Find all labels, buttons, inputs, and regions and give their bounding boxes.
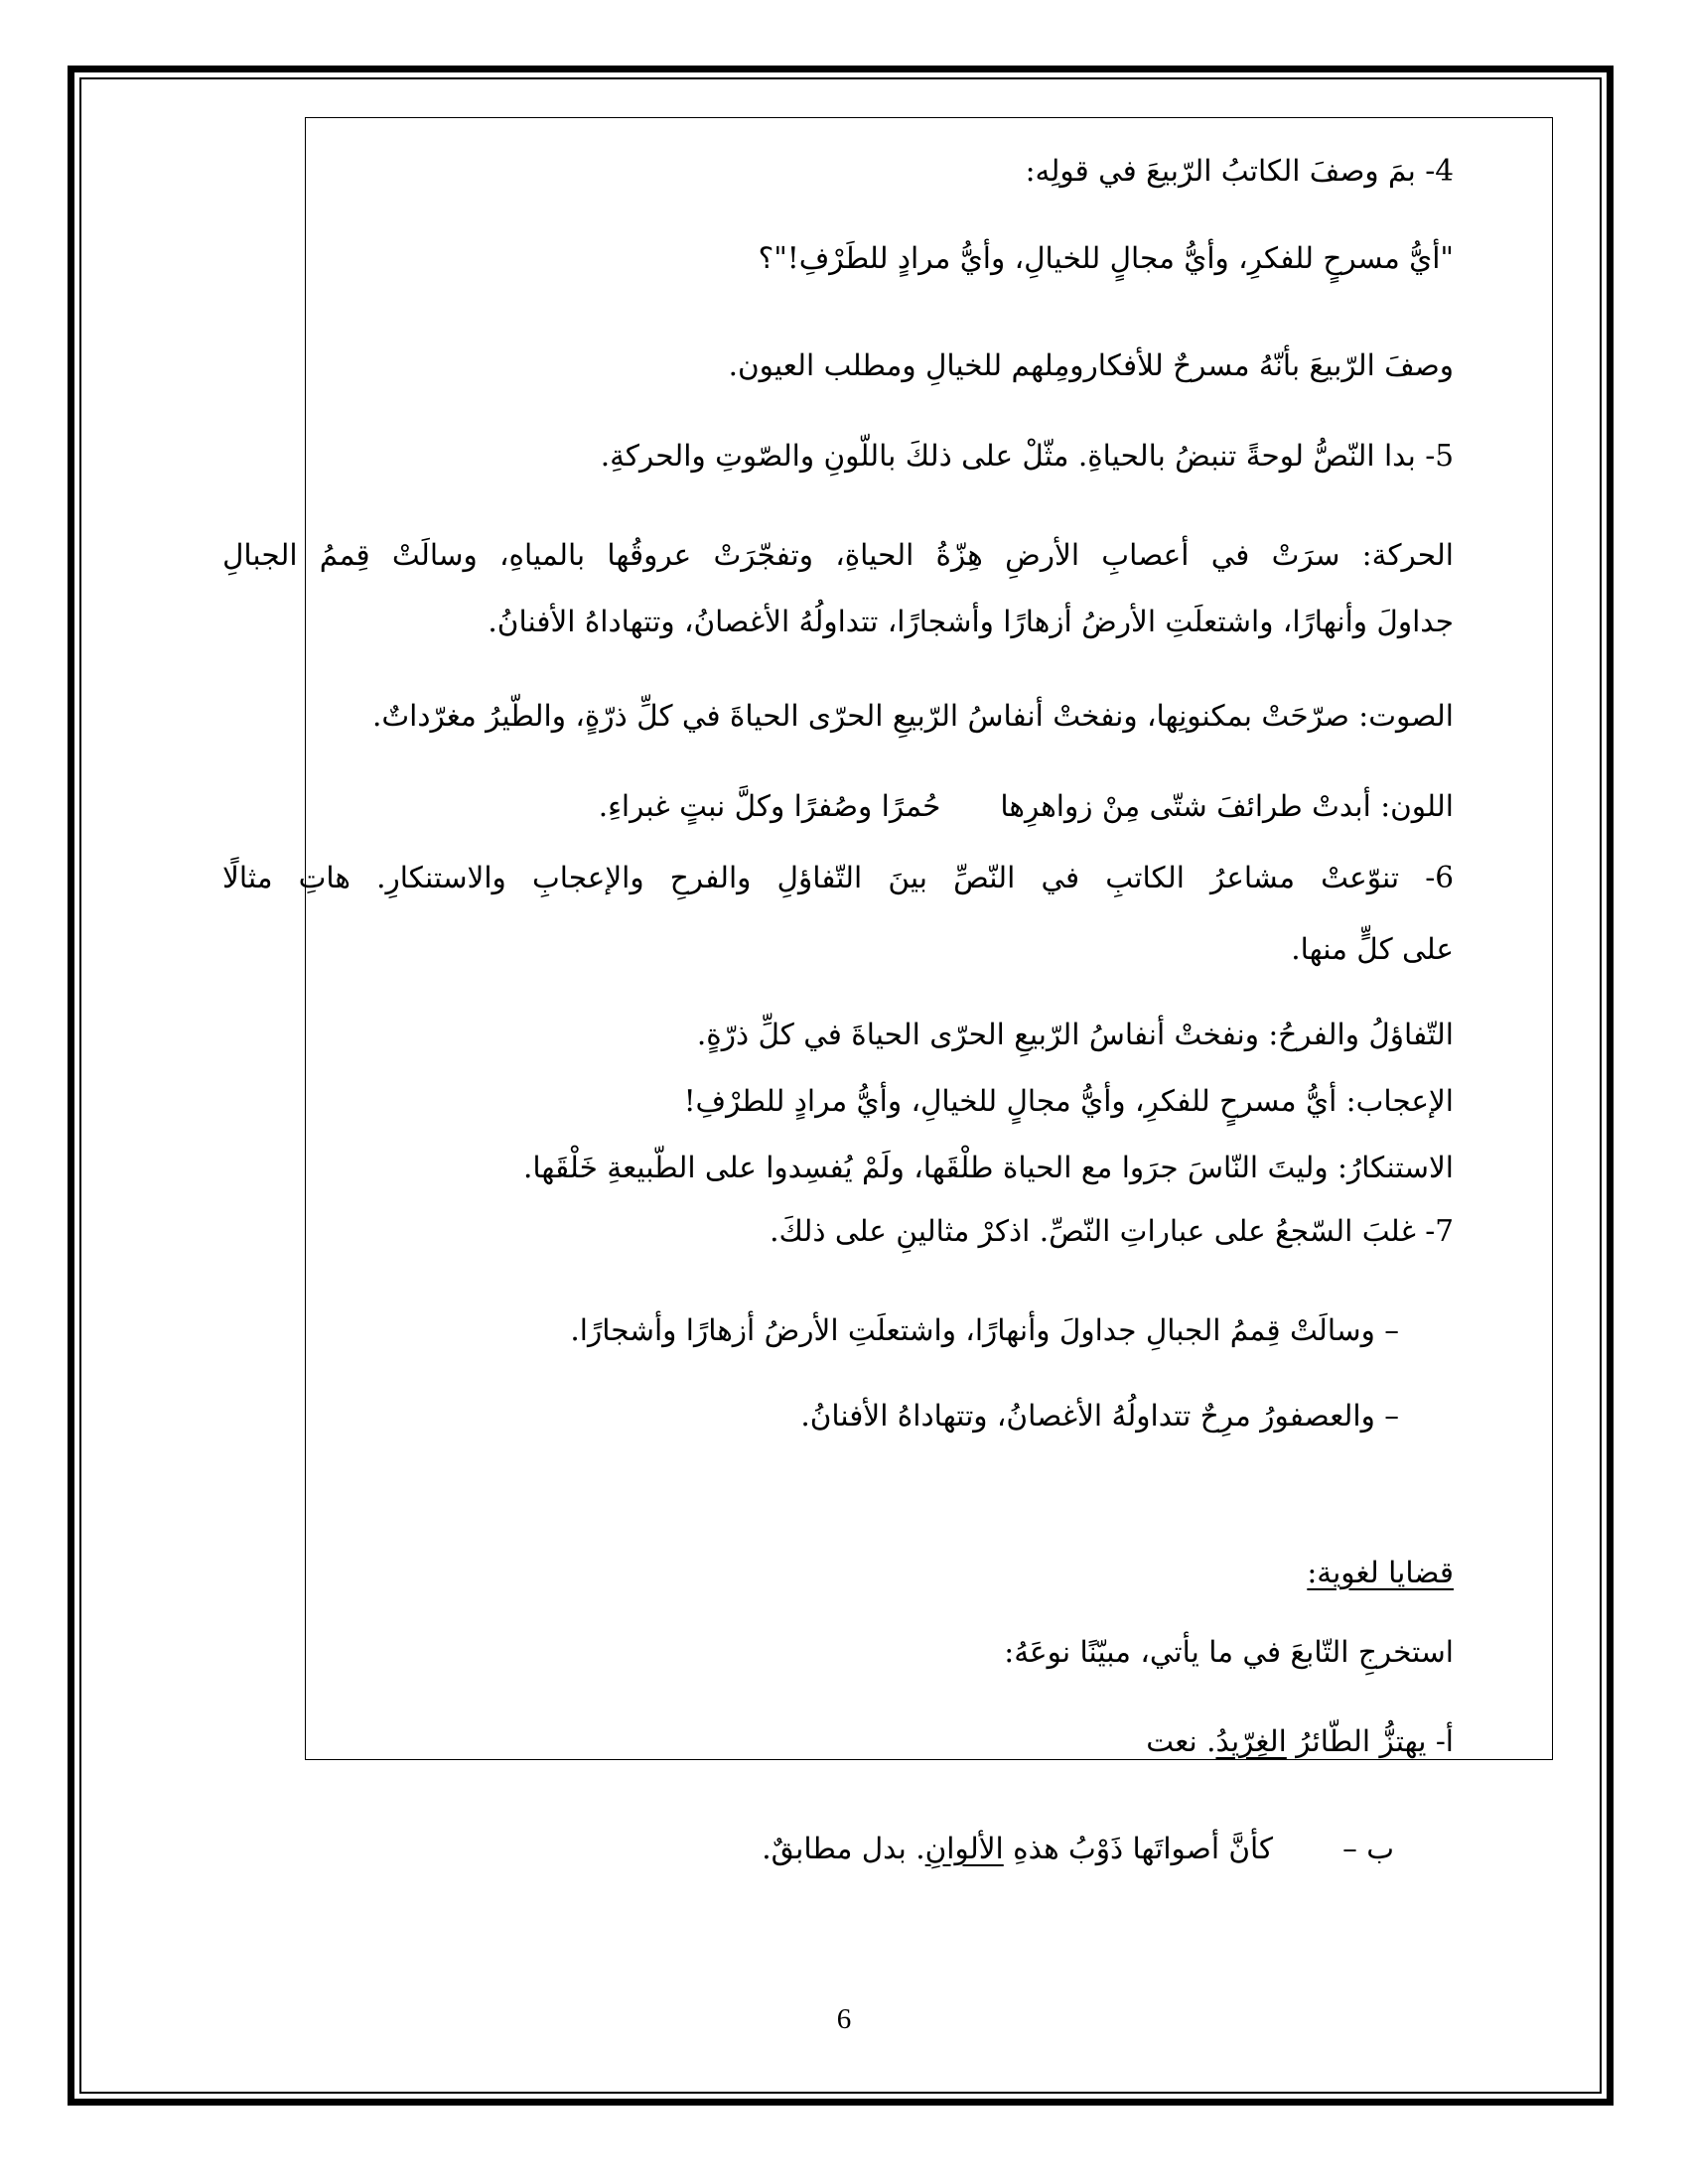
answer-5-movement-line-1: الحركة: سرَتْ في أعصابِ الأرضِ هِزّةُ الحياةِ، وتفجّرَتْ عروقُها بالمياهِ، وسالَتْ قِممُ الجبالِ (222, 538, 1454, 572)
item-a-suffix: . نعت (1146, 1724, 1216, 1758)
answer-6-disapproval: الاستنكارُ: وليتَ النّاسَ جرَوا مع الحياة طلْقَها، ولَمْ يُفسِدوا على الطّبيعةِ خَلْقَها. (523, 1151, 1454, 1184)
item-b-label: ب – (1342, 1832, 1394, 1865)
linguistic-instruction: استخرجِ التّابعَ في ما يأتي، مبيّنًا نوعَهُ: (1004, 1635, 1454, 1669)
answer-7-example-1: – وسالَتْ قِممُ الجبالِ جداولَ وأنهارًا، واشتعلَتِ الأرضُ أزهارًا وأشجارًا. (570, 1313, 1399, 1347)
answer-6-optimism: التّفاؤلُ والفرحُ: ونفختْ أنفاسُ الرّبيعِ الحرّى الحياةَ في كلِّ ذرّةٍ. (696, 1018, 1454, 1051)
question-4: 4- بمَ وصفَ الكاتبُ الرّبيعَ في قولِه: (1025, 154, 1454, 188)
item-a-underlined: الغِرّيدُ (1215, 1724, 1287, 1758)
item-b-suffix: . بدل مطابقٌ. (762, 1832, 925, 1865)
item-b-prefix: كأنَّ أصواتَها ذَوْبُ هذهِ (1003, 1832, 1274, 1865)
question-6-line-1: 6- تنوّعتْ مشاعرُ الكاتبِ في النّصِّ بينَ التّفاؤلِ والفرحِ والإعجابِ والاستنكارِ. هاتِ مثالًا (222, 861, 1454, 894)
answer-5-color-part-2: حُمرًا وصُفرًا وكلَّ نبتٍ غبراءِ. (598, 789, 941, 823)
answer-5-sound: الصوت: صرّحَتْ بمكنونِها، ونفختْ أنفاسُ الرّبيعِ الحرّى الحياةَ في كلِّ ذرّةٍ، والطّيرُ مغرّداتٌ. (372, 699, 1454, 733)
answer-5-color (598, 789, 1454, 823)
item-a-prefix: أ- يهتزُّ الطّائرُ (1286, 1724, 1454, 1758)
question-6-line-2: على كلٍّ منها. (1291, 932, 1454, 966)
document-body (222, 0, 1454, 1688)
answer-7-example-2: – والعصفورُ مرِحٌ تتداولُهُ الأغصانُ، وتتهاداهُ الأفنانُ. (800, 1399, 1399, 1433)
answer-6-admiration: الإعجاب: أيُّ مسرحٍ للفكرِ، وأيُّ مجالٍ للخيالِ، وأيُّ مرادٍ للطرْفِ! (683, 1084, 1454, 1118)
question-4-answer: وصفَ الرّبيعَ بأنّهُ مسرحٌ للأفكارومِلهم للخيالِ ومطلب العيون. (728, 348, 1454, 382)
question-5: 5- بدا النّصُّ لوحةً تنبضُ بالحياةِ. مثّلْ على ذلكَ باللّونِ والصّوتِ والحركةِ. (600, 439, 1454, 473)
answer-5-color-part-1: اللون: أبدتْ طرائفَ شتّى مِنْ زواهرِها (1000, 789, 1454, 823)
page-number: 6 (836, 2003, 852, 2035)
question-4-quote: "أيُّ مسرحٍ للفكرِ، وأيُّ مجالٍ للخيالِ، وأيُّ مرادٍ للطَرْفِ!"؟ (758, 241, 1454, 275)
item-b-underlined: الألوانِ (924, 1832, 1004, 1865)
question-7: 7- غلبَ السّجعُ على عباراتِ النّصِّ. اذكرْ مثالينِ على ذلكَ. (770, 1214, 1454, 1248)
answer-5-movement-line-2: جداولَ وأنهارًا، واشتعلَتِ الأرضُ أزهارًا وأشجارًا، تتداولُهُ الأغصانُ، وتتهاداهُ الأفنانُ. (488, 605, 1454, 638)
section-heading-linguistic: قضايا لغوية: (1307, 1556, 1454, 1589)
